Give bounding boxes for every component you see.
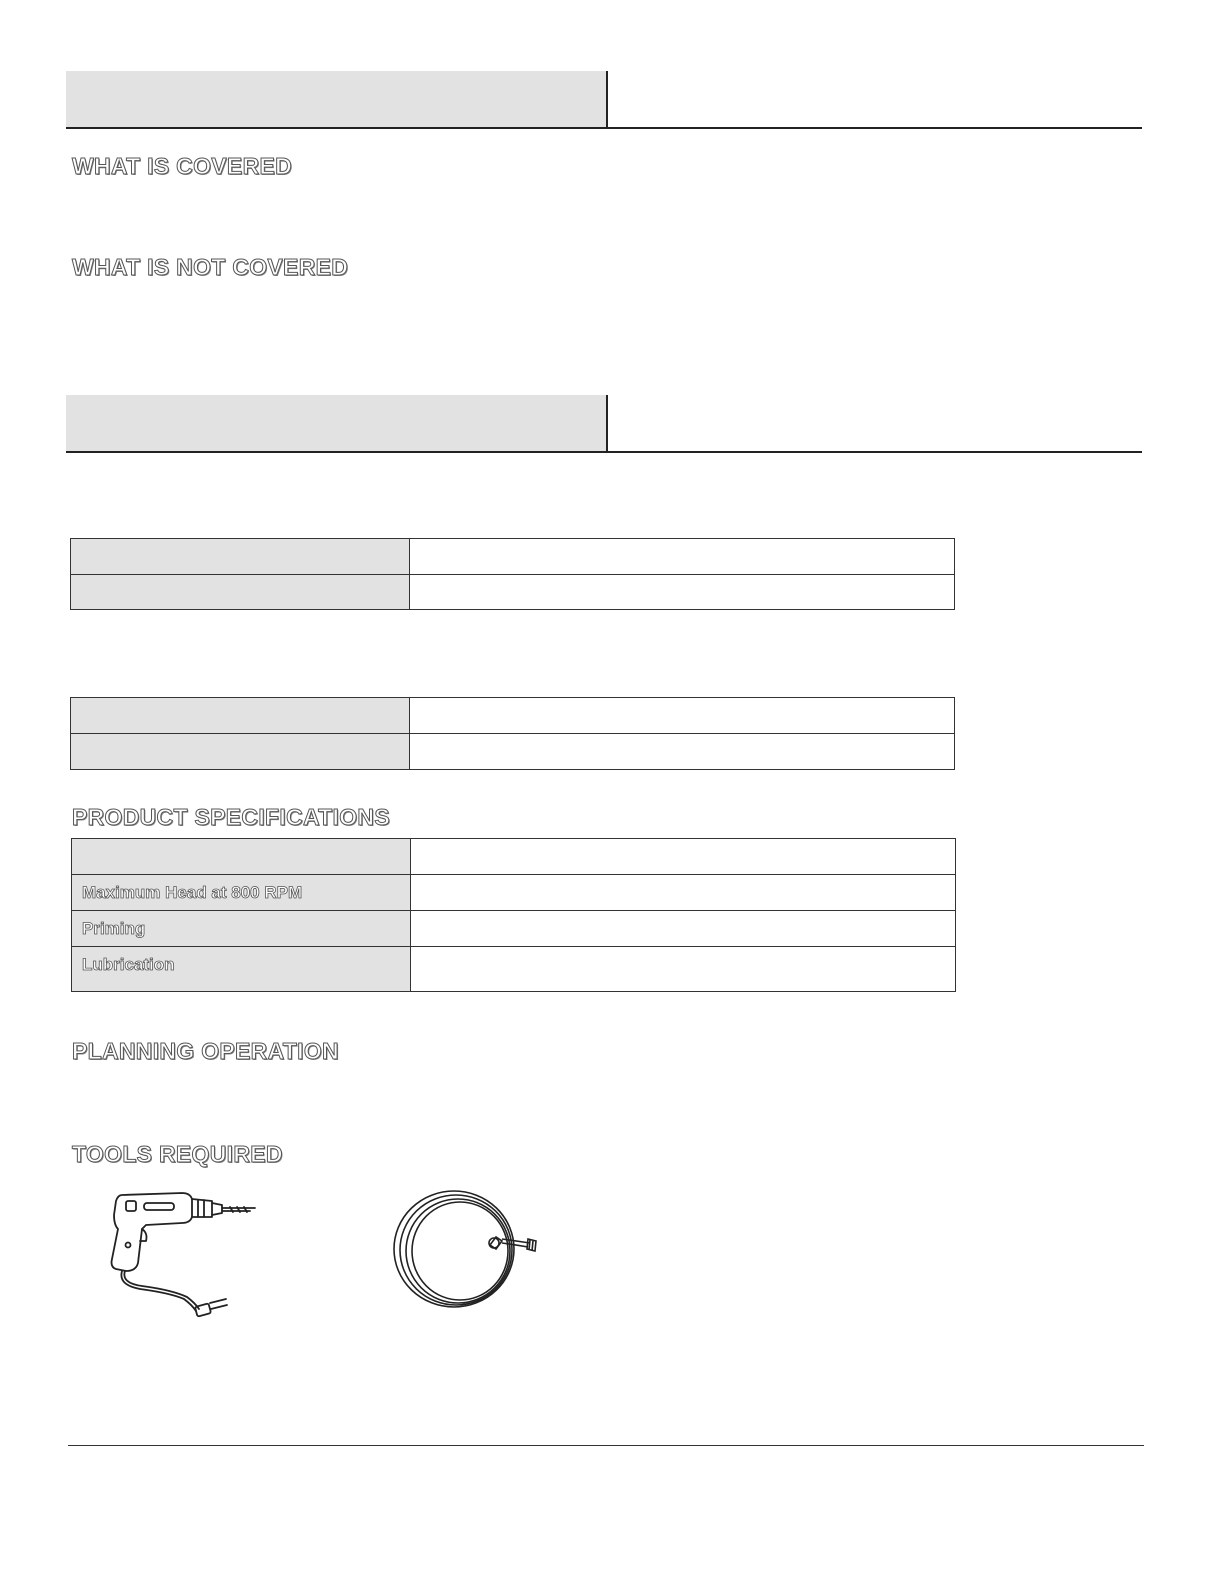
spec-value	[411, 911, 956, 947]
table-b	[70, 697, 955, 770]
table-row	[71, 575, 955, 610]
table-cell-label	[71, 539, 410, 575]
heading-what-is-not-covered: WHAT IS NOT COVERED	[72, 254, 349, 280]
table-cell-value	[410, 575, 955, 610]
spec-value	[411, 839, 956, 875]
spec-label	[72, 839, 411, 875]
table-cell-value	[410, 698, 955, 734]
header-band-1-rule	[66, 127, 1142, 129]
header-band-2-shade	[66, 395, 608, 451]
table-cell-label	[71, 575, 410, 610]
table-cell-label	[71, 698, 410, 734]
spec-label: Maximum Head at 800 RPM	[72, 875, 411, 911]
table-cell-label	[71, 734, 410, 770]
spec-table	[71, 838, 956, 992]
header-band-2	[66, 395, 1142, 453]
table-row	[72, 839, 956, 875]
table-row	[71, 698, 955, 734]
table-row	[72, 947, 956, 992]
table-cell-value	[410, 539, 955, 575]
heading-product-specifications: PRODUCT SPECIFICATIONS	[72, 804, 390, 830]
coiled-hose-icon	[390, 1185, 545, 1315]
spec-label: Lubrication	[72, 947, 411, 992]
table-row	[72, 875, 956, 911]
table-a	[70, 538, 955, 610]
header-band-2-rule	[66, 451, 1142, 453]
table-row	[71, 539, 955, 575]
heading-what-is-covered: WHAT IS COVERED	[72, 153, 293, 179]
table-row	[71, 734, 955, 770]
table-cell-value	[410, 734, 955, 770]
heading-planning-operation: PLANNING OPERATION	[72, 1038, 339, 1064]
footer-rule	[68, 1445, 1144, 1446]
power-drill-icon	[100, 1185, 265, 1325]
spec-label: Priming	[72, 911, 411, 947]
spec-value	[411, 875, 956, 911]
header-band-1-shade	[66, 71, 608, 127]
spec-value	[411, 947, 956, 992]
header-band-1	[66, 71, 1142, 129]
table-row	[72, 911, 956, 947]
heading-tools-required: TOOLS REQUIRED	[72, 1141, 283, 1167]
